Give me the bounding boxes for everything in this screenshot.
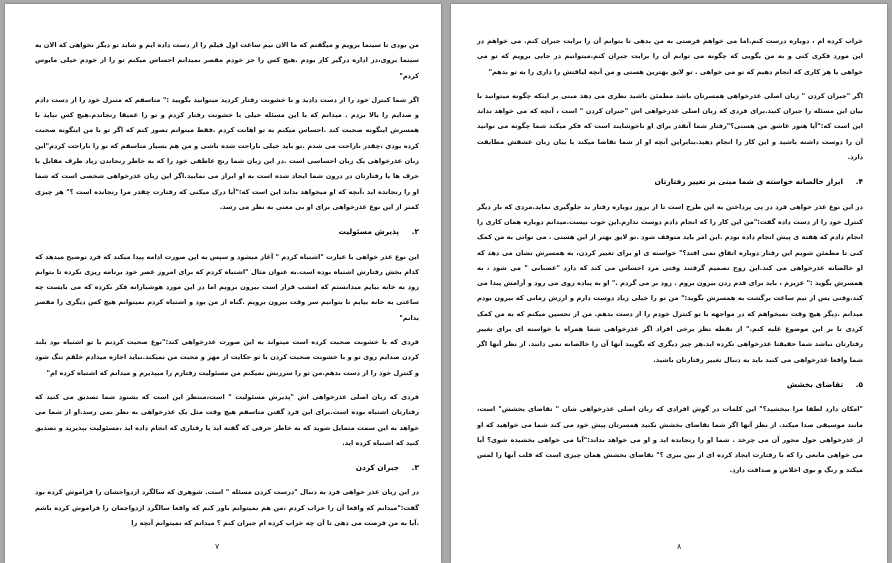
section-heading (35, 460, 419, 475)
section-number: ۴. (855, 177, 863, 187)
page-number: ۷ (215, 542, 220, 551)
page-content (477, 34, 863, 488)
paragraph: اگر "جبران کردن " زبان اصلی عذرخواهی همسرتان باشد مطمئن باشید نظری می دهد مبنی بر اینکه چگونه میتوانید با بیان این مسئله را جبران کنید.برای فردی که زبان اصلی عذرخواهی اش "جبران کردن " است ، آنچه که می خواهد بداند این است که:"آیا هنوز عاشق من هستی؟"رفتار شما آنقدر برای او ناخوشایند است که فکر میکند شما چگونه می توانید آن را دوست داشته باشید و این کار را انجام دهید.بنابراین آنچه او از شما تقاضا میکند با بیان زبان عشقش مطابقت دارد. (477, 91, 863, 162)
paragraph: در این زبان عذر خواهی فرد به دنبال "درست کردن مسئله " است. شوهری که سالگرد ازدواجشان را فراموش کرده بود گفت:"میدانم که واقعا آن را خراب کردم ،من هم نمیتوانم باور کنم که واقعا سالگرد ازدواجمان را فراموش کرده باشم .آیا به من فرصت می دهی تا آن چه خراب کرده ام جبران کنم ؟ میدانم که نمیتوانم آنچه را (35, 488, 419, 528)
section-number: ۲. (411, 227, 419, 237)
paragraph: "امکان دارد لطفا مرا ببخشید؟" این کلمات در گوش افرادی که زبان اصلی عذرخواهی شان " تقاضای بخشش" است، مانند موسیقی صدا میکند. از نظر آنها اگر شما تقاضای بخشش نکنید همسرتان پیش خود می کند شما می خواهید که او از عذرخواهی حول محور آن می چرخد . شما او را رنجانده اید و او می خواهد بداند:"آیا می خواهی بخشیده شوی؟ آیا می خواهی مانعی را که با رفتارت ایجاد کرده ای از بین ببری ؟" تقاضای بخشش همان چیزی است که قلب آنها را لمس میکند و رنگ و بوی اخلاص و صداقت دارد. (477, 405, 863, 475)
section-title: پذیرش مسئولیت (338, 227, 400, 237)
document-page-right (451, 4, 887, 563)
page-content (35, 38, 419, 540)
section-title: جبران کردن (355, 463, 400, 473)
paragraph: فردی که با خشونت صحبت کرده است میتواند به این صورت عذرخواهی کند:"نوع صحبت کردنم با تو اشتباه بود بلند کردن صدایم روی تو و با خشونت صحبت کردن با تو حکایت از مهر و محبت من نمیکند.نباید اجازه میدادم خلقم تنگ شود و کنترل خود را از دست بدهم.من تو را سرزنش نمیکنم من مسئولیت رفتارم را میپذیرم و میدانم که اشتباه کرده ام" (35, 338, 419, 377)
section-title: تقاضای بخشش (786, 379, 844, 389)
document-page-left (5, 4, 441, 563)
section-number: ۳. (411, 463, 419, 473)
section-heading (477, 174, 863, 189)
section-heading (35, 224, 419, 239)
page-number: ۸ (677, 542, 682, 551)
paragraph: در این نوع عذر خواهی فرد در پی پرداختن به این طرح است تا از بروز دوباره رفتار بد جلوگیری نماید.مردی که بار دیگر کنترل خود را از دست داده گفت:"من این کار را که انجام دادم دوست ندارم.این خوب نیست.میدانم دوباره همان کاری را انجام دادم که هفته ی پیش انجام داده بودم .این امر باید متوقف شود .تو لایق بهتر از این هستی . می توانی به من کمک کنی تا مطمئن شویم این رفتار دوباره اتفاق نمی افتد؟" خواسته ی او برای تغییر کردن، به همسرش نشان می دهد که او خالصانه عذرخواهی می کند.این زوج تصمیم گرفتند وقتی مرد احساس می کند که دارد "عصبانی " می شود ، به همسرش بگوید :" عزیزم ، باید برای قدم زدن بیرون بروم . زود بر می گردم ." او به پیاده روی می رود و آرامش پیدا می کند.وقتی پس از نیم ساعت برگشت به همسرش بگوید:" من تو را خیلی زیاد دوست دارم و ارزش زمانی که بیرون بودم میدانم .دیگر هیچ وقت نمیخواهم که در مواجهه با تو کنترل خودم را از دست بدهم. من از تحسین میکنم که به من کمک کردی تا بر این موضوع غلبه کنم." از نقطه نظر برخی افراد اگر عذرخواهی شما همراه با خواسته ای برای تغییر رفتارتان نباشد شما حقیقتا عذرخواهی نکرده اید.هر چیز دیگری که بگویید آنها آن را خالصانه نمی دانند. از نظر آنها اگر شما واقعا عذرخواهی می کنید باید به دنبال تغییر رفتارتان باشید. (477, 202, 863, 364)
paragraph: فردی که زبان اصلی عذرخواهی اش "پذیرش مسئولیت " است،منتظر این است که بشنود شما تصدیق می کنید که رفتارتان اشتباه بوده است.برای این فرد گفتن متاسفم هیچ وقت مثل یک عذرخواهی به نظر نمی رسد.او از شما می خواهد به این سمت متمایل شوید که به خاطر حرفی که گفته اید یا رفتاری که انجام داده اید ،مسئولیت بپذیرید و تصدیق کنید که اشتباه کرده اید. (35, 392, 419, 447)
paragraph: این نوع عذر خواهی با عبارت "اشتباه کردم " آغاز میشود و سپس به این صورت ادامه پیدا میکند که فرد توضیح میدهد که کدام بخش رفتارش اشتباه بوده است.به عنوان مثال "اشتباه کردم که برای امروز عصر خود برنامه ریزی نکرده تا بتوانم زود به خانه بیایم میدانستم که امشب قرار است بیرون برویم اما در این مورد هوشیارانه فکر نکرده که می بایست چه ساعتی به خانه بیایم تا بتوانیم سر وقت بیرون برویم .گناه از من بود و اشتباه کردم نمیتوانم هیچ کس دیگری را مقصر بدانم" (35, 252, 419, 322)
paragraph: من بودی تا سینما برویم و میگفتم که ما الان نیم ساعت اول فیلم را از دست داده ایم و شاید تو دیگر نخواهی که الان به سینما بروی،در اداره درگیر کار بودم .هیچ کس را جز خودم مقصر نمیدانم احساس میکنم تو را از خودم خیلی مایوس کردم" (35, 41, 419, 80)
section-heading (477, 377, 863, 392)
paragraph: اگر شما کنترل خود را از دست دادید و با خشونت رفتار کردید میتوانید بگویید :" متاسفم که متنزل خود را از دست دادم و صدایم را بالا بردم . میدانم که با این مسئله خیلی با خشونت رفتار کردم و تو را عمیقا رنجاندم.هیچ کس نباید با همسرش اینگونه صحبت کند .احساس میکنم به تو اهانت کردم .فقط میتوانم تصور کنم که اگر تو با من اینگونه صحبت کرده بودی ،چقدر ناراحت می شدم .تو باید خیلی ناراحت شده باشی و من هم بسیار متاسفم که تو را ناراحت کردم"این زبان عذرخواهی یک زبان احساسی است .در این زبان شما رنج عاطفی خود را که به خاطر رنجاندن زیاد طرف مقابل با حرف ها یا رفتارتان در درون شما ایجاد شده است به او ابراز می نمایید.اگر این زبان عذرخواهی شخصی است که شما او را رنجانده اید ،آنچه که او میخواهد بداند این است که:"آیا درک میکنی که رفتارت چقدر مرا رنجانده است ؟" هر چیزی کمتر از این نوع عذرخواهی برای او بی معنی به نظر می رسد. (35, 95, 419, 211)
section-title: ابراز خالصانه خواسته ی شما مبنی بر تغییر رفتارتان (654, 177, 844, 187)
paragraph: خراب کرده ام ، دوباره درست کنم.اما می خواهم فرصتی به من بدهی تا بتوانم آن را برایت جبران کنم. می خواهم در این مورد فکری کنی و به من بگویی که چگونه می توانم آن را برایت جبران کنم.میتوانیم در جایی برویم که تو می خواهی یا هر کاری که انجام دهیم که تو می خواهی . تو لایق بهترین هستی و من آنچه لیاقتش را داری را به تو بدهم" (477, 37, 863, 76)
section-number: ۵. (855, 379, 863, 389)
